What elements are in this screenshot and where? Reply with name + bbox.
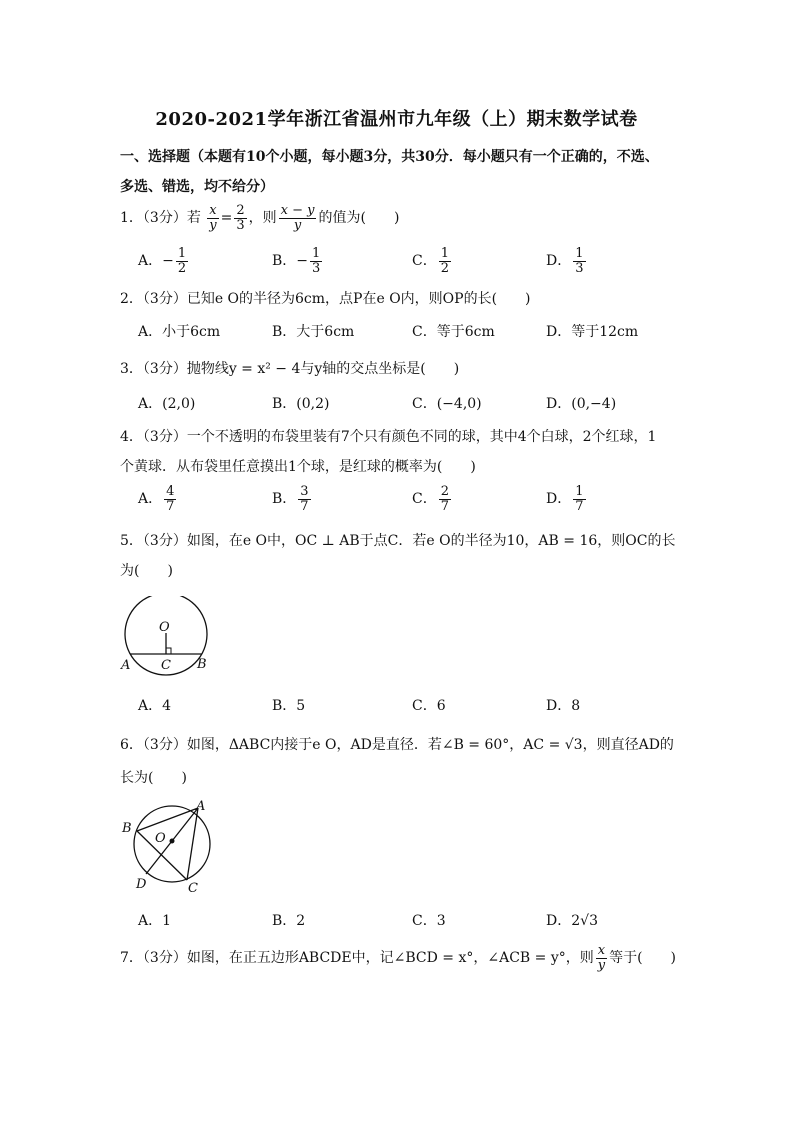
option-label: A．	[138, 324, 163, 340]
option-fraction	[573, 247, 585, 275]
q3-option-d[interactable]	[546, 393, 616, 413]
option-den: 7	[575, 498, 584, 514]
option-label: D．	[546, 491, 572, 508]
option-text: 大于6cm	[296, 324, 355, 340]
option-text: 5	[296, 698, 306, 714]
option-text: 3	[436, 913, 446, 929]
option-num: 2	[440, 484, 449, 499]
q1-prefix: 1．（3分）若	[120, 210, 201, 227]
q5-option-c[interactable]	[412, 695, 446, 715]
option-label: C．	[412, 253, 437, 270]
question-4-line2: 个黄球．从布袋里任意摸出1个球，是红球的概率为( )	[120, 459, 476, 475]
option-fraction	[439, 247, 451, 275]
option-den: 7	[300, 498, 309, 514]
q1-option-b[interactable]	[272, 247, 324, 275]
option-den: 3	[575, 260, 584, 276]
q1-cond-num: x	[209, 203, 217, 218]
option-label: B．	[272, 491, 297, 508]
option-label: D．	[546, 253, 572, 270]
q2-option-a[interactable]	[138, 321, 220, 341]
option-text: (0,2)	[296, 396, 330, 412]
q5-figure	[118, 596, 218, 680]
question-1	[120, 204, 399, 232]
option-label: A．	[138, 491, 163, 508]
q6-center-dot	[170, 839, 175, 844]
q5-label-o: O	[159, 620, 170, 635]
q1-expr-fraction	[279, 204, 317, 232]
question-5-line2: 为( )	[120, 563, 173, 579]
option-num: 1	[575, 246, 584, 261]
q7-suffix: 等于( )	[609, 950, 677, 967]
question-2: 2．（3分）已知e O的半径为6cm，点P在e O内，则OP的长( )	[120, 291, 531, 307]
option-den: 2	[177, 260, 187, 276]
q5-label-c: C	[161, 658, 171, 673]
option-num: 4	[166, 484, 175, 499]
question-4-line1: 4．（3分）一个不透明的布袋里装有7个只有颜色不同的球，其中4个白球，2个红球，1	[120, 429, 657, 445]
q3-option-a[interactable]	[138, 393, 195, 413]
option-num: 1	[440, 246, 449, 261]
question-6-line2: 长为( )	[120, 770, 187, 786]
option-text: 6	[436, 698, 446, 714]
option-label: B．	[272, 253, 297, 270]
option-label: B．	[272, 324, 297, 340]
option-text: (2,0)	[162, 396, 196, 412]
option-text: 小于6cm	[162, 324, 221, 340]
option-fraction	[573, 485, 585, 513]
option-label: D．	[546, 324, 572, 340]
option-label: A．	[138, 698, 163, 714]
q6-option-b[interactable]	[272, 910, 305, 930]
q5-option-b[interactable]	[272, 695, 305, 715]
option-fraction	[310, 247, 322, 275]
q1-cond-den: y	[209, 217, 217, 233]
q7-prefix: 7．（3分）如图，在正五边形ABCDE中，记∠BCD = x°，∠ACB = y°，则	[120, 950, 594, 967]
q5-right-angle-mark	[166, 648, 171, 654]
option-label: D．	[546, 913, 572, 929]
question-3: 3．（3分）抛物线y = x² − 4与y轴的交点坐标是( )	[120, 361, 460, 377]
option-text: 等于6cm	[436, 324, 495, 340]
q5-label-b: B	[197, 657, 207, 672]
option-den: 2	[440, 260, 449, 276]
q1-cond-fraction-left	[207, 204, 218, 232]
q3-option-c[interactable]	[412, 393, 482, 413]
page-title: 2020-2021学年浙江省温州市九年级（上）期末数学试卷	[155, 109, 638, 130]
q7-den: y	[597, 957, 606, 973]
section-heading-line1: 一、选择题（本题有10个小题，每小题3分，共30分．每小题只有一个正确的，不选、	[120, 149, 659, 165]
q7-fraction	[596, 944, 607, 972]
option-fraction	[298, 485, 310, 513]
option-label: A．	[138, 913, 163, 929]
option-label: B．	[272, 698, 297, 714]
q6-label-d: D	[136, 877, 147, 892]
option-fraction	[176, 247, 188, 275]
q6-label-o: O	[155, 831, 166, 846]
q4-option-d[interactable]	[546, 485, 588, 513]
q1-mid: ，则	[248, 210, 277, 227]
q7-num: x	[597, 943, 606, 958]
option-label: A．	[138, 253, 163, 270]
question-5-line1: 5．（3分）如图，在e O中，OC ⊥ AB于点C．若e O的半径为10，AB = 16，则OC的长	[120, 533, 676, 549]
q1-expr-den: y	[293, 217, 302, 233]
option-label: D．	[546, 698, 572, 714]
section-heading-line2: 多选、错选，均不给分）	[120, 179, 274, 195]
option-label: D．	[546, 396, 572, 412]
q6-option-c[interactable]	[412, 910, 446, 930]
q3-option-b[interactable]	[272, 393, 330, 413]
question-7	[120, 944, 676, 972]
option-text: (0,−4)	[571, 396, 617, 412]
option-den: 7	[440, 498, 449, 514]
option-den: 7	[166, 498, 175, 514]
q1-cond-rden: 3	[236, 217, 245, 233]
q6-option-a[interactable]	[138, 910, 171, 930]
option-den: 3	[312, 260, 321, 276]
q1-cond-rnum: 2	[236, 203, 245, 218]
option-label: B．	[272, 913, 297, 929]
q5-option-a[interactable]	[138, 695, 171, 715]
q6-figure	[118, 796, 218, 896]
option-fraction	[439, 485, 451, 513]
option-fraction	[164, 485, 176, 513]
option-num: 3	[300, 484, 309, 499]
q6-option-d[interactable]	[546, 910, 598, 930]
q6-label-b: B	[122, 821, 132, 836]
option-label: B．	[272, 396, 297, 412]
q1-option-a[interactable]	[138, 247, 190, 275]
option-text: 8	[571, 698, 581, 714]
q6-label-a: A	[196, 799, 206, 814]
option-label: C．	[412, 913, 437, 929]
q1-cond-eq: =	[220, 210, 233, 227]
q4-option-a[interactable]	[138, 485, 178, 513]
q5-option-d[interactable]	[546, 695, 580, 715]
option-text: 等于12cm	[571, 324, 639, 340]
option-label: A．	[138, 396, 163, 412]
option-text: 1	[162, 913, 172, 929]
option-sign: −	[162, 253, 174, 270]
option-text: 2	[296, 913, 306, 929]
option-num: 1	[312, 246, 321, 261]
q2-option-d[interactable]	[546, 321, 638, 341]
question-6-line1: 6．（3分）如图，ΔABC内接于e O，AD是直径．若∠B = 60°，AC = √3，则直径AD的	[120, 737, 674, 753]
option-label: C．	[412, 698, 437, 714]
q4-option-c[interactable]	[412, 485, 453, 513]
option-label: C．	[412, 324, 437, 340]
q1-option-c[interactable]	[412, 247, 453, 275]
option-num: 1	[575, 484, 584, 499]
q4-option-b[interactable]	[272, 485, 313, 513]
option-label: C．	[412, 491, 437, 508]
q2-option-c[interactable]	[412, 321, 495, 341]
q5-label-a: A	[121, 658, 131, 673]
q1-suffix: 的值为( )	[318, 210, 400, 227]
q1-expr-num: x − y	[280, 203, 315, 218]
option-sign: −	[296, 253, 309, 270]
q1-cond-fraction-right	[234, 204, 246, 232]
q2-option-b[interactable]	[272, 321, 354, 341]
option-label: C．	[412, 396, 437, 412]
option-text: 4	[162, 698, 172, 714]
option-text: 2√3	[571, 913, 598, 929]
q6-label-c: C	[188, 881, 198, 896]
option-num: 1	[177, 246, 187, 261]
q6-side-ac	[187, 808, 198, 880]
option-text: (−4,0)	[436, 396, 482, 412]
q1-option-d[interactable]	[546, 247, 588, 275]
